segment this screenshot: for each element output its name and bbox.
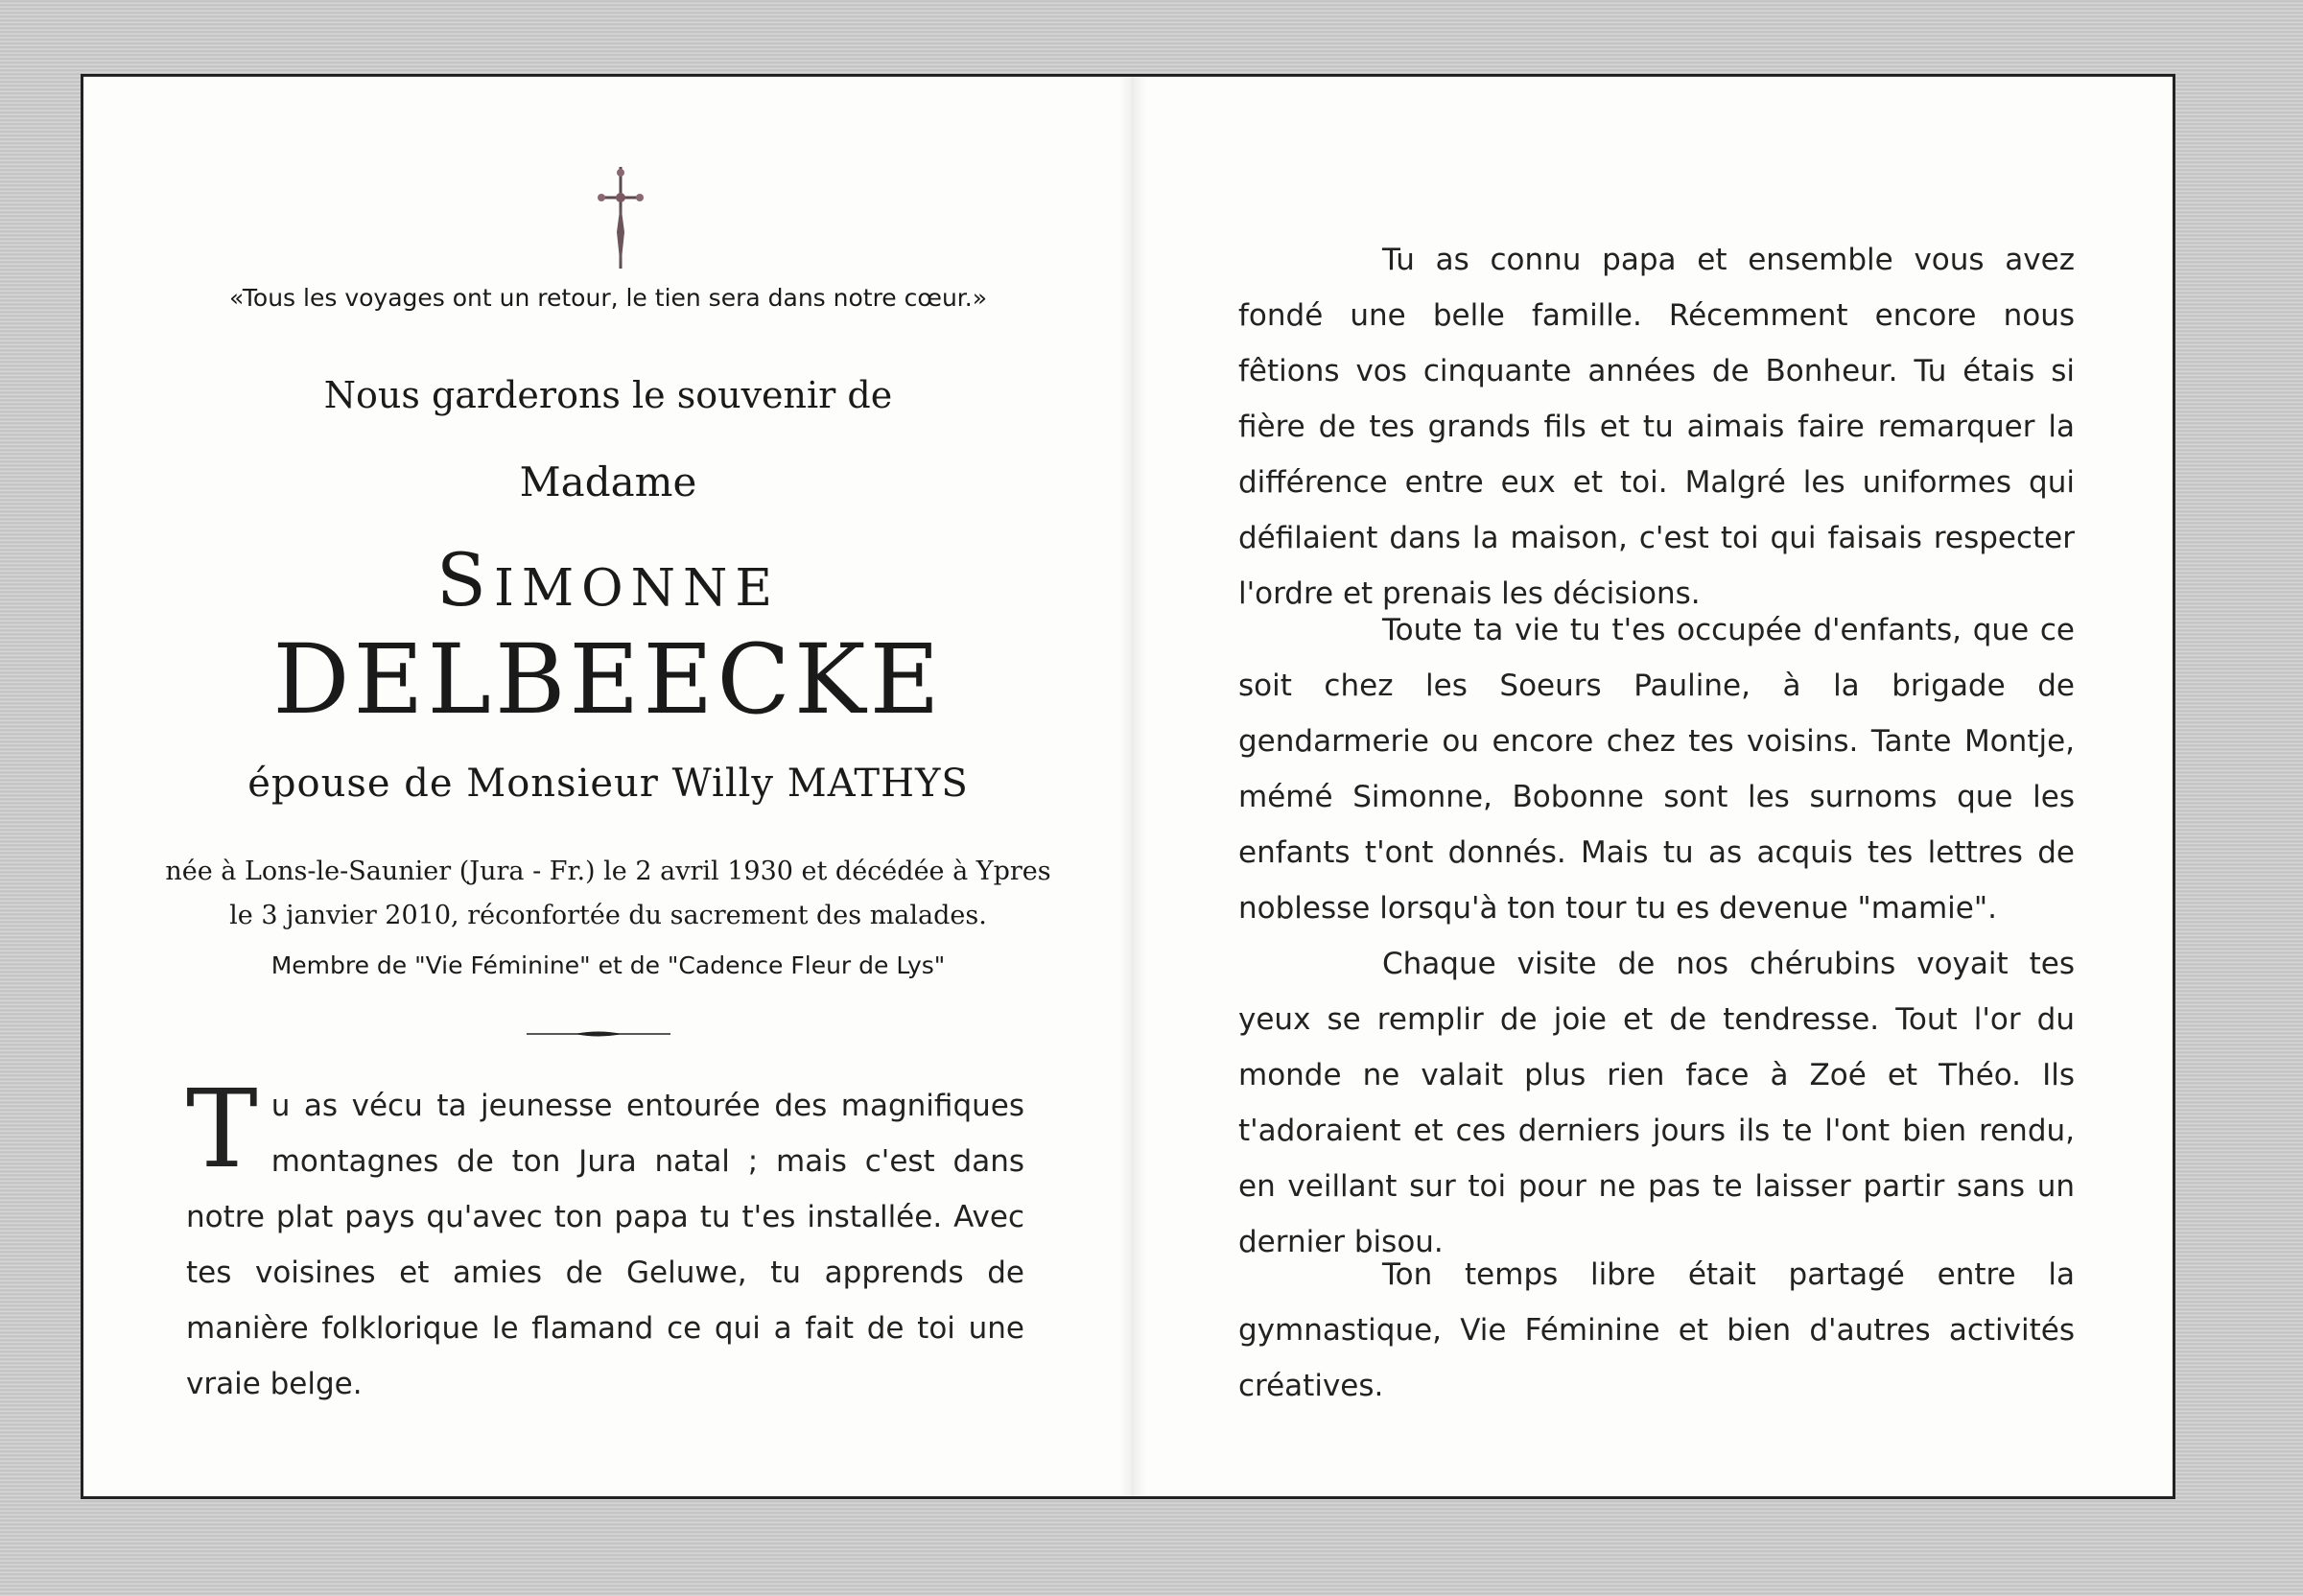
membership-line: Membre de "Vie Féminine" et de "Cadence Fleur de Lys" xyxy=(270,951,946,979)
cross-icon xyxy=(592,165,649,270)
right-paragraph-3: Chaque visite de nos chérubins voyait tes yeux se remplir de joie et de tendresse. Tout l'or du monde ne valait plus rien face à Zoé et Théo. Ils t'adoraient et ces derniers jours ils te l'ont bien rendu, en veillant sur toi pour ne pas te laisser partir sans un dernier bisou. xyxy=(1238,947,2075,1259)
birth-line-1: née à Lons-le-Saunier (Jura - Fr.) le 2 avril 1930 et décédée à Ypres xyxy=(165,857,1051,886)
honorific: Madame xyxy=(519,458,697,505)
left-paragraph xyxy=(186,1068,1024,1412)
left-paragraph-text: u as vécu ta jeunesse entourée des magnifiques montagnes de ton Jura natal ; mais c'est dans notre plat pays qu'avec ton papa tu t'es installée. Avec tes voisines et amies de Geluwe, tu apprends de manière folklorique le flamand ce qui a fait de toi une vraie belge. xyxy=(186,1089,1024,1401)
intro-line: Nous garderons le souvenir de xyxy=(323,374,893,416)
last-name: DELBEECKE xyxy=(272,623,944,736)
first-name xyxy=(83,537,1133,622)
right-paragraph-1: Tu as connu papa et ensemble vous avez fondé une belle famille. Récemment encore nous fêtions vos cinquante années de Bonheur. Tu étais si fière de tes grands fils et tu aimais faire remarquer la différence entre eux et toi. Malgré les uniformes qui défilaient dans la maison, c'est toi qui faisais respecter l'ordre et prenais les décisions. xyxy=(1238,243,2075,611)
left-page xyxy=(83,77,1133,1496)
spouse-line: épouse de Monsieur Willy MATHYS xyxy=(247,762,969,806)
right-paragraph-4: Ton temps libre était partagé entre la gymnastique, Vie Féminine et bien d'autres activités créatives. xyxy=(1238,1257,2075,1403)
first-name-text: Simonne xyxy=(435,537,781,622)
ornament-divider xyxy=(527,1029,670,1039)
right-page xyxy=(1133,77,2178,1496)
quote: «Tous les voyages ont un retour, le tien sera dans notre cœur.» xyxy=(228,284,988,312)
birth-line-2: le 3 janvier 2010, réconfortée du sacrement des malades. xyxy=(229,901,987,930)
birth-death-info xyxy=(83,850,1133,938)
memorial-card xyxy=(81,74,2175,1499)
right-paragraph-2: Toute ta vie tu t'es occupée d'enfants, que ce soit chez les Soeurs Pauline, à la brigade de gendarmerie ou encore chez tes voisins. Tante Montje, mémé Simonne, Bobonne sont les surnoms que les enfants t'ont donnés. Mais tu as acquis tes lettres de noblesse lorsqu'à ton tour tu es devenue "mamie". xyxy=(1238,613,2075,926)
drop-cap: T xyxy=(186,1068,258,1192)
